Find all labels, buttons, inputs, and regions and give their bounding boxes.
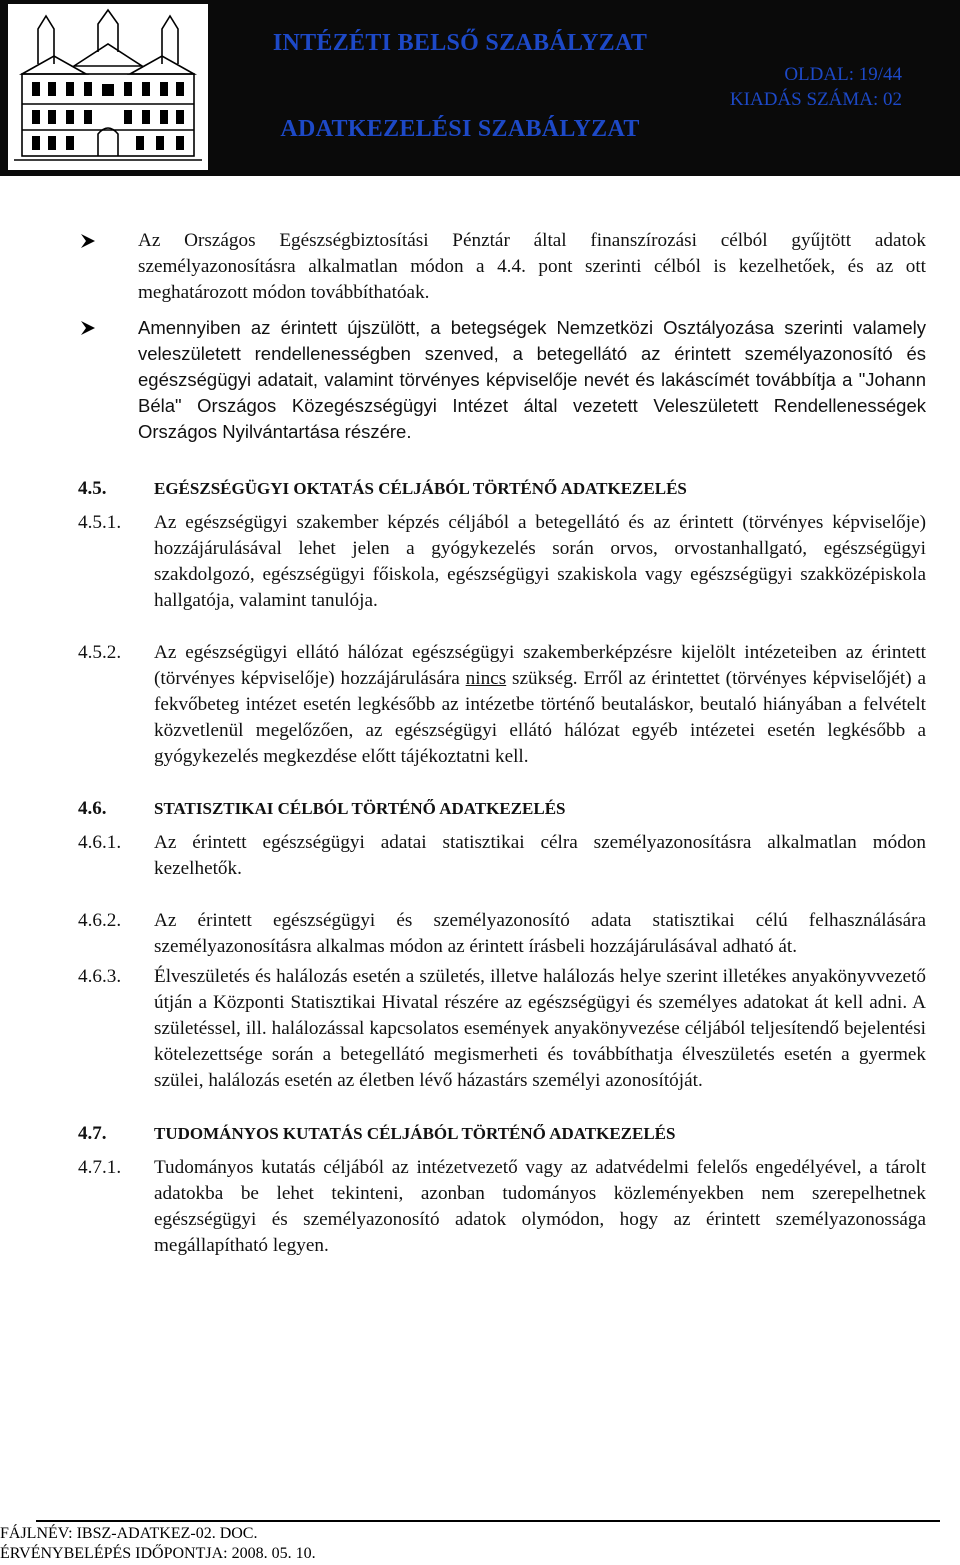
paragraph-number: 4.6.2.	[78, 910, 122, 931]
paragraph-4-5-2	[78, 640, 926, 770]
paragraph-text: Az érintett egészségügyi adatai statisztikai célra személyazonosításra alkalmatlan módon kezelhetők.	[154, 832, 926, 879]
document-header	[0, 0, 960, 176]
paragraph-number: 4.5.2.	[78, 642, 122, 663]
document-body	[78, 228, 926, 1259]
paragraph-text: szükség. Erről az érintettet (törvényes képviselőjét) a fekvőbeteg intézet esetén legkésőbb az intézetbe történő beutaláskor, beutaló hiányában a felvételt közvetlenül megelőzően, az egészségügyi ellátó hálózat egyéb intézetei esetén legkésőbb a gyógykezelés megkezdése előtt tájékoztatni kell.	[154, 668, 927, 767]
page-number: OLDAL: 19/44	[784, 64, 902, 85]
section-number: 4.7.	[78, 1123, 107, 1144]
arrow-bullet-icon	[78, 315, 102, 345]
bullet-text: Amennyiben az érintett újszülött, a betegségek Nemzetközi Osztályozása szerinti valamely veleszületett rendellenességben szenved, a betegellátó az érintett személyazonosító és egészségügyi adatait, valamint törvényes képviselője nevét és lakáscímét továbbítja a "Johann Béla" Országos Közegészségügyi Intézet által vezetett Veleszületett Rendellenességek Országos Nyilvántartása részére.	[138, 317, 926, 442]
paragraph-text: Az érintett egészségügyi és személyazonosító adata statisztikai célú felhasználására személyazonosításra alkalmas módon az érintett írásbeli hozzájárulásával adható át.	[154, 910, 926, 957]
header-title: INTÉZÉTI BELSŐ SZABÁLYZAT	[272, 30, 648, 56]
footer-divider	[36, 1520, 940, 1522]
section-title: TUDOMÁNYOS KUTATÁS CÉLJÁBÓL TÖRTÉNŐ ADATKEZELÉS	[154, 1124, 676, 1143]
building-logo-icon	[8, 4, 208, 170]
header-subtitle: ADATKEZELÉSI SZABÁLYZAT	[280, 116, 640, 142]
underlined-word: nincs	[465, 668, 507, 689]
bullet-text: Az Országos Egészségbiztosítási Pénztár által finanszírozási célból gyűjtött adatok személyazonosításra alkalmatlan módon a 4.4. pont szerinti célból is kezelhetőek, és az ott meghatározott módon továbbíthatóak.	[138, 230, 926, 303]
bullet-item	[78, 228, 926, 306]
section-number: 4.5.	[78, 478, 107, 499]
issue-number: KIADÁS SZÁMA: 02	[729, 89, 902, 110]
paragraph-text: Élveszületés és halálozás esetén a születés, illetve halálozás helye szerint illetékes anyakönyvvezető útján a Központi Statisztikai Hivatal részére az egészségügyi és személyes adatokat át kell adni. A születéssel, ill. halálozással kapcsolatos események anyakönyvezése céljából teljesítendő bejelentési kötelezettsége során a betegellátó megismerheti és továbbíthatja élveszületés esetén a gyermek szülei, halálozás esetén az életben lévő házastárs személyi azonosítóját.	[154, 966, 926, 1091]
paragraph-number: 4.5.1.	[78, 512, 122, 533]
section-heading-4-7	[78, 1121, 926, 1147]
section-heading-4-6	[78, 796, 926, 822]
document-footer	[0, 1520, 960, 1565]
paragraph-4-6-1	[78, 830, 926, 882]
paragraph-text: Az egészségügyi ellátó hálózat egészségügyi szakemberképzésre kijelölt intézeteiben az érintett (törvényes képviselője) hozzájárulására	[154, 642, 926, 689]
arrow-bullet-icon	[78, 228, 102, 259]
paragraph-number: 4.6.1.	[78, 832, 122, 853]
section-title: EGÉSZSÉGÜGYI OKTATÁS CÉLJÁBÓL TÖRTÉNŐ ADATKEZELÉS	[154, 479, 687, 498]
paragraph-4-5-1	[78, 510, 926, 614]
paragraph-text: Tudományos kutatás céljából az intézetvezető vagy az adatvédelmi felelős engedélyével, a tárolt adatokba be lehet tekinteni, azonban tudományos közleményekben nem szerepelhetnek egészségügyi és személyazonosító adatok olymódon, hogy az érintett személyazonossága megállapítható legyen.	[154, 1157, 926, 1256]
paragraph-4-6-3	[78, 964, 926, 1094]
paragraph-4-6-2	[78, 908, 926, 960]
bullet-item	[78, 315, 926, 445]
paragraph-text: Az egészségügyi szakember képzés céljából a betegellátó és az érintett (törvényes képviselője) hozzájárulásával lehet jelen a gyógykezelés során orvos, orvostanhallgató, egészségügyi szakdolgozó, egészségügyi főiskola, egészségügyi szakiskola vagy egészségügyi szakközépiskola hallgatója, valamint tanulója.	[154, 512, 926, 611]
paragraph-4-7-1	[78, 1155, 926, 1259]
section-number: 4.6.	[78, 798, 107, 819]
footer-effective-date: ÉRVÉNYBELÉPÉS IDŐPONTJA: 2008. 05. 10.	[0, 1545, 316, 1562]
footer-filename: FÁJLNÉV: IBSZ-ADATKEZ-02. DOC.	[0, 1525, 258, 1542]
section-title: STATISZTIKAI CÉLBÓL TÖRTÉNŐ ADATKEZELÉS	[154, 799, 566, 818]
paragraph-number: 4.6.3.	[78, 966, 122, 987]
section-heading-4-5	[78, 476, 926, 502]
paragraph-number: 4.7.1.	[78, 1157, 122, 1178]
